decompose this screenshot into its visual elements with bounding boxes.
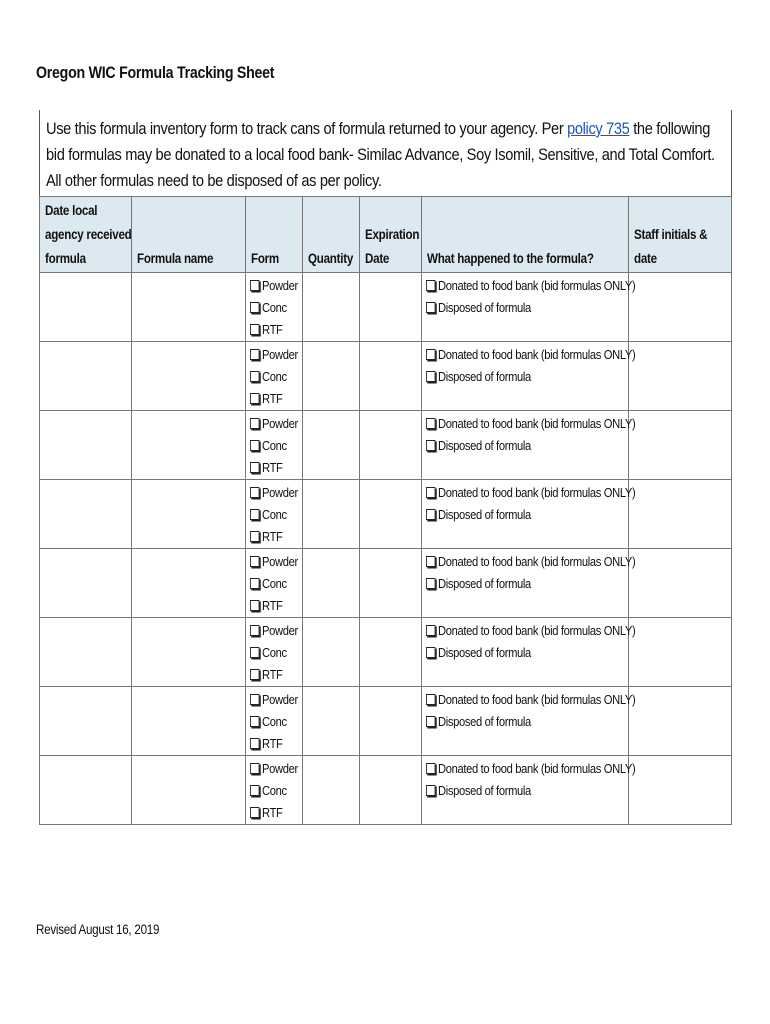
checkbox-icon[interactable] [250, 785, 259, 796]
checkbox-label: Powder [262, 623, 298, 638]
checkbox-option[interactable] [250, 595, 295, 617]
checkbox-label: Donated to food bank (bid formulas ONLY) [438, 623, 636, 638]
checkbox-icon[interactable] [250, 807, 259, 818]
form-options [246, 618, 302, 686]
expiration-cell[interactable] [360, 411, 422, 480]
checkbox-icon[interactable] [426, 371, 435, 382]
form-cell [246, 618, 303, 687]
checkbox-option[interactable] [250, 620, 298, 642]
checkbox-option[interactable] [426, 551, 636, 573]
checkbox-icon[interactable] [426, 625, 435, 636]
checkbox-option[interactable] [250, 435, 295, 457]
checkbox-option[interactable] [426, 413, 636, 435]
form-options [246, 411, 302, 479]
quantity-cell[interactable] [303, 687, 360, 756]
expiration-cell[interactable] [360, 549, 422, 618]
checkbox-label: Conc [262, 438, 287, 453]
outcome-options [422, 687, 636, 733]
form-cell [246, 549, 303, 618]
checkbox-label: Disposed of formula [438, 438, 531, 453]
checkbox-option[interactable] [426, 758, 636, 780]
expiration-cell[interactable] [360, 618, 422, 687]
checkbox-icon[interactable] [250, 578, 259, 589]
table-row [40, 411, 732, 480]
checkbox-label: RTF [262, 598, 283, 613]
outcome-options [422, 756, 636, 802]
form-cell [246, 756, 303, 825]
form-cell [246, 687, 303, 756]
checkbox-option[interactable] [426, 504, 600, 526]
checkbox-option[interactable] [426, 366, 600, 388]
form-options [246, 549, 302, 617]
form-cell [246, 480, 303, 549]
col-header-date: Date local agency received formula [40, 197, 132, 273]
date-cell[interactable] [40, 273, 132, 342]
checkbox-label: RTF [262, 667, 283, 682]
staff-cell[interactable] [629, 756, 732, 825]
checkbox-option[interactable] [426, 344, 636, 366]
checkbox-icon[interactable] [426, 487, 435, 498]
outcome-cell [422, 618, 636, 687]
checkbox-icon[interactable] [426, 694, 435, 705]
checkbox-icon[interactable] [426, 578, 435, 589]
checkbox-label: Disposed of formula [438, 369, 531, 384]
checkbox-label: Donated to food bank (bid formulas ONLY) [438, 692, 636, 707]
table-row [40, 549, 732, 618]
checkbox-label: Disposed of formula [438, 507, 531, 522]
checkbox-option[interactable] [426, 435, 600, 457]
intro-text-before: Use this formula inventory form to track cans of formula returned to your agency. Per [46, 119, 568, 138]
form-options [246, 480, 302, 548]
checkbox-option[interactable] [426, 642, 600, 664]
form-cell [246, 342, 303, 411]
staff-cell[interactable] [629, 618, 732, 687]
checkbox-icon[interactable] [250, 440, 259, 451]
checkbox-icon[interactable] [426, 440, 435, 451]
checkbox-icon[interactable] [426, 647, 435, 658]
checkbox-option[interactable] [250, 689, 298, 711]
staff-cell[interactable] [629, 549, 732, 618]
table-row [40, 273, 732, 342]
checkbox-icon[interactable] [250, 302, 259, 313]
intro-text-after: the following bid formulas may be donated to a local food bank- Similac Advance, Soy Isomil, Sensitive, and Total Comfort. All other formulas need to be disposed of as per policy. [46, 119, 715, 190]
expiration-cell[interactable] [360, 480, 422, 549]
checkbox-icon[interactable] [250, 280, 259, 291]
checkbox-option[interactable] [426, 573, 600, 595]
date-cell[interactable] [40, 549, 132, 618]
form-options [246, 342, 302, 410]
checkbox-option[interactable] [250, 413, 298, 435]
outcome-cell [422, 687, 636, 756]
checkbox-option[interactable] [250, 758, 298, 780]
checkbox-label: Disposed of formula [438, 300, 531, 315]
staff-cell[interactable] [629, 342, 732, 411]
checkbox-option[interactable] [250, 482, 298, 504]
outcome-cell [422, 411, 636, 480]
page-title: Oregon WIC Formula Tracking Sheet [36, 64, 275, 82]
outcome-cell [422, 342, 636, 411]
formula-name-cell[interactable] [132, 411, 246, 480]
checkbox-label: Powder [262, 761, 298, 776]
col-header-expiration: Expiration Date [360, 197, 422, 273]
col-header-quantity: Quantity [303, 197, 360, 273]
checkbox-label: Powder [262, 416, 298, 431]
checkbox-icon[interactable] [250, 556, 259, 567]
checkbox-icon[interactable] [426, 418, 435, 429]
checkbox-label: Powder [262, 347, 298, 362]
checkbox-label: RTF [262, 805, 283, 820]
outcome-options [422, 273, 636, 319]
checkbox-icon[interactable] [250, 462, 259, 473]
checkbox-icon[interactable] [250, 625, 259, 636]
expiration-cell[interactable] [360, 687, 422, 756]
date-cell[interactable] [40, 411, 132, 480]
checkbox-option[interactable] [250, 733, 295, 755]
outcome-cell [422, 273, 636, 342]
checkbox-label: Donated to food bank (bid formulas ONLY) [438, 761, 636, 776]
checkbox-label: Conc [262, 783, 287, 798]
checkbox-label: RTF [262, 529, 283, 544]
checkbox-icon[interactable] [426, 716, 435, 727]
checkbox-label: Donated to food bank (bid formulas ONLY) [438, 554, 636, 569]
expiration-cell[interactable] [360, 756, 422, 825]
checkbox-option[interactable] [250, 504, 295, 526]
checkbox-option[interactable] [426, 620, 636, 642]
expiration-cell[interactable] [360, 273, 422, 342]
checkbox-icon[interactable] [426, 302, 435, 313]
date-cell[interactable] [40, 756, 132, 825]
table-row [40, 480, 732, 549]
checkbox-option[interactable] [250, 551, 298, 573]
checkbox-option[interactable] [426, 711, 600, 733]
checkbox-option[interactable] [250, 319, 295, 341]
outcome-options [422, 411, 636, 457]
expiration-cell[interactable] [360, 342, 422, 411]
col-header-formula-name: Formula name [132, 197, 246, 273]
checkbox-label: Donated to food bank (bid formulas ONLY) [438, 347, 636, 362]
table-row [40, 618, 732, 687]
checkbox-option[interactable] [426, 482, 636, 504]
checkbox-option[interactable] [250, 344, 298, 366]
checkbox-icon[interactable] [426, 280, 435, 291]
checkbox-icon[interactable] [250, 509, 259, 520]
checkbox-option[interactable] [250, 388, 295, 410]
checkbox-option[interactable] [250, 297, 295, 319]
checkbox-option[interactable] [250, 573, 295, 595]
checkbox-option[interactable] [250, 664, 295, 686]
checkbox-label: Powder [262, 692, 298, 707]
checkbox-icon[interactable] [250, 600, 259, 611]
date-cell[interactable] [40, 687, 132, 756]
checkbox-label: Disposed of formula [438, 576, 531, 591]
staff-cell[interactable] [629, 273, 732, 342]
checkbox-icon[interactable] [250, 487, 259, 498]
checkbox-option[interactable] [426, 689, 636, 711]
checkbox-label: Donated to food bank (bid formulas ONLY) [438, 416, 636, 431]
quantity-cell[interactable] [303, 480, 360, 549]
quantity-cell[interactable] [303, 342, 360, 411]
formula-name-cell[interactable] [132, 273, 246, 342]
table-row [40, 342, 732, 411]
outcome-options [422, 342, 636, 388]
checkbox-icon[interactable] [250, 418, 259, 429]
checkbox-option[interactable] [426, 297, 600, 319]
formula-tracking-table [39, 196, 732, 825]
quantity-cell[interactable] [303, 756, 360, 825]
table-row [40, 756, 732, 825]
checkbox-option[interactable] [426, 275, 636, 297]
staff-cell[interactable] [629, 411, 732, 480]
checkbox-option[interactable] [250, 457, 295, 479]
outcome-cell [422, 756, 636, 825]
formula-name-cell[interactable] [132, 618, 246, 687]
checkbox-icon[interactable] [250, 349, 259, 360]
checkbox-icon[interactable] [250, 393, 259, 404]
checkbox-icon[interactable] [250, 324, 259, 335]
checkbox-icon[interactable] [250, 531, 259, 542]
checkbox-option[interactable] [250, 366, 295, 388]
formula-name-cell[interactable] [132, 342, 246, 411]
checkbox-icon[interactable] [250, 738, 259, 749]
checkbox-label: Disposed of formula [438, 714, 531, 729]
checkbox-label: Donated to food bank (bid formulas ONLY) [438, 278, 636, 293]
checkbox-label: Conc [262, 507, 287, 522]
staff-cell[interactable] [629, 687, 732, 756]
checkbox-icon[interactable] [426, 763, 435, 774]
checkbox-label: Conc [262, 645, 287, 660]
checkbox-option[interactable] [250, 711, 295, 733]
checkbox-label: Conc [262, 576, 287, 591]
outcome-options [422, 549, 636, 595]
date-cell[interactable] [40, 480, 132, 549]
checkbox-option[interactable] [250, 275, 298, 297]
quantity-cell[interactable] [303, 549, 360, 618]
checkbox-label: Disposed of formula [438, 645, 531, 660]
form-options [246, 273, 302, 341]
checkbox-icon[interactable] [250, 669, 259, 680]
col-header-outcome: What happened to the formula? [422, 197, 629, 273]
formula-name-cell[interactable] [132, 549, 246, 618]
checkbox-icon[interactable] [250, 694, 259, 705]
formula-name-cell[interactable] [132, 687, 246, 756]
checkbox-option[interactable] [250, 780, 295, 802]
checkbox-icon[interactable] [250, 371, 259, 382]
checkbox-label: Conc [262, 369, 287, 384]
form-cell [246, 411, 303, 480]
table-row [40, 687, 732, 756]
checkbox-icon[interactable] [250, 647, 259, 658]
checkbox-label: Disposed of formula [438, 783, 531, 798]
checkbox-label: Powder [262, 485, 298, 500]
form-cell [246, 273, 303, 342]
intro-frame [39, 110, 732, 196]
outcome-options [422, 480, 636, 526]
intro-paragraph [40, 110, 731, 196]
col-header-staff: Staff initials & date [629, 197, 732, 273]
outcome-cell [422, 480, 636, 549]
date-cell[interactable] [40, 618, 132, 687]
checkbox-label: Conc [262, 714, 287, 729]
quantity-cell[interactable] [303, 411, 360, 480]
staff-cell[interactable] [629, 480, 732, 549]
outcome-cell [422, 549, 636, 618]
checkbox-option[interactable] [250, 526, 295, 548]
checkbox-label: RTF [262, 736, 283, 751]
table-header-row [40, 197, 732, 273]
revision-date: Revised August 16, 2019 [36, 922, 160, 937]
checkbox-label: RTF [262, 322, 283, 337]
checkbox-option[interactable] [250, 802, 295, 824]
formula-name-cell[interactable] [132, 480, 246, 549]
quantity-cell[interactable] [303, 273, 360, 342]
date-cell[interactable] [40, 342, 132, 411]
checkbox-label: Powder [262, 554, 298, 569]
col-header-form: Form [246, 197, 303, 273]
checkbox-label: RTF [262, 460, 283, 475]
checkbox-label: Conc [262, 300, 287, 315]
policy-735-link[interactable]: policy 735 [567, 119, 630, 138]
checkbox-icon[interactable] [250, 716, 259, 727]
checkbox-option[interactable] [426, 780, 600, 802]
checkbox-icon[interactable] [426, 556, 435, 567]
checkbox-icon[interactable] [426, 349, 435, 360]
checkbox-icon[interactable] [426, 509, 435, 520]
outcome-options [422, 618, 636, 664]
checkbox-option[interactable] [250, 642, 295, 664]
checkbox-icon[interactable] [426, 785, 435, 796]
checkbox-icon[interactable] [250, 763, 259, 774]
formula-name-cell[interactable] [132, 756, 246, 825]
checkbox-label: Powder [262, 278, 298, 293]
checkbox-label: Donated to food bank (bid formulas ONLY) [438, 485, 636, 500]
form-options [246, 756, 302, 824]
checkbox-label: RTF [262, 391, 283, 406]
quantity-cell[interactable] [303, 618, 360, 687]
form-options [246, 687, 302, 755]
